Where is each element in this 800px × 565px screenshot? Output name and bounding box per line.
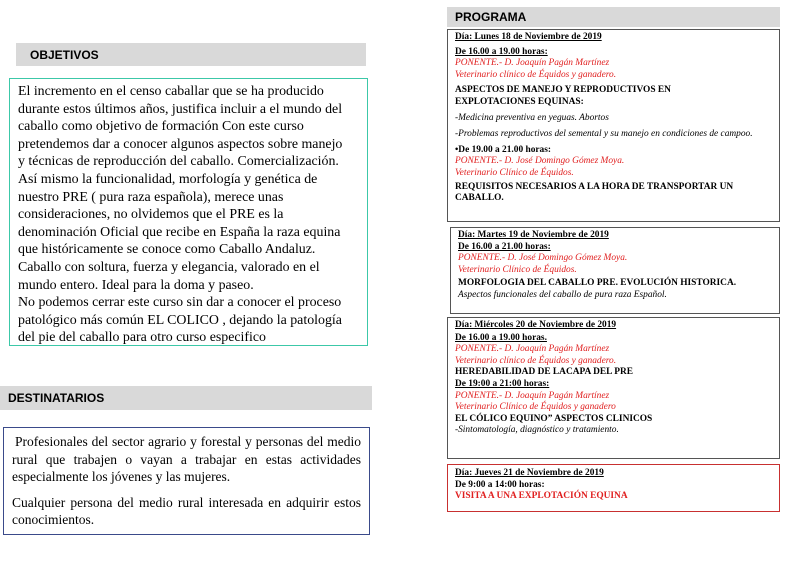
day-3-ponente-2: PONENTE.- D. Joaquín Pagán Martínez — [455, 390, 610, 401]
day-3-role-1: Veterinario clínico de Équidos y ganadero. — [455, 355, 617, 366]
day-1-topic-1b: EXPLOTACIONES EQUINAS: — [455, 96, 584, 107]
day-2-box — [450, 227, 780, 314]
day-1-topic-2: REQUISITOS NECESARIOS A LA HORA DE TRANSPORTAR UN CABALLO. — [455, 181, 734, 204]
objetivos-line: nuestro PRE ( pura raza española), merece unas — [18, 189, 284, 205]
objetivos-line: El incremento en el censo caballar que se ha producido — [18, 84, 324, 99]
objetivos-line: caballo como objetivo de formación Con este curso — [18, 119, 304, 135]
day-2-role-1: Veterinario Clínico de Équidos. — [458, 264, 577, 275]
day-2-ponente-1: PONENTE.- D. José Domingo Gómez Moya. — [458, 253, 628, 264]
day-3-box — [447, 317, 780, 459]
programa-header — [447, 7, 780, 27]
day-3-topic-1: HEREDABILIDAD DE LACAPA DEL PRE — [455, 367, 633, 378]
day-1-sub-2: -Problemas reproductivos del semental y su manejo en condiciones de campoo. — [455, 129, 753, 140]
day-3-topic-2: EL CÓLICO EQUINO” ASPECTOS CLINICOS — [455, 413, 653, 424]
objetivos-line: mundo entero. Ideal para la doma y paseo. — [18, 277, 254, 293]
day-1-time-2-text: De 19.00 a 21.00 horas: — [458, 144, 551, 155]
objetivos-line: Caballo con soltura, fuerza y elegancia, valorado en el — [18, 259, 320, 275]
objetivos-line: que históricamente se conoce como Caballo Andaluz. — [18, 242, 316, 258]
destinatarios-paragraph-2: Cualquier persona del medio rural interesada en adquirir estos conocimientos. — [12, 494, 361, 528]
day-2-topic-1: MORFOLOGIA DEL CABALLO PRE. EVOLUCIÓN HISTORICA. — [458, 278, 737, 289]
day-2-sub-1: Aspectos funcionales del caballo de pura raza Español. — [458, 289, 667, 300]
day-1-ponente-1: PONENTE.- D. Joaquín Pagán Martínez — [455, 58, 610, 69]
day-3-date: Día: Miércoles 20 de Noviembre de 2019 — [455, 320, 617, 330]
objetivos-line: No podemos cerrar este curso sin dar a conocer el proceso — [18, 295, 342, 311]
programa-title: PROGRAMA — [455, 10, 527, 24]
destinatarios-title: DESTINATARIOS — [8, 391, 105, 405]
day-1-sub-1: -Medicina preventiva en yeguas. Abortos — [455, 112, 609, 123]
day-4-date: Día: Jueves 21 de Noviembre de 2019 — [455, 468, 604, 478]
day-1-ponente-2: PONENTE.- D. José Domingo Gómez Moya. — [455, 156, 625, 167]
day-1-date: Día: Lunes 18 de Noviembre de 2019 — [455, 32, 602, 42]
objetivos-line: Así mismo la funcionalidad, morfología y genética de — [18, 171, 318, 187]
destinatarios-header — [0, 386, 372, 410]
day-1-time-1: De 16.00 a 19.00 horas: — [455, 46, 548, 57]
day-1-role-1: Veterinario clínico de Équidos y ganadero. — [455, 69, 617, 80]
day-3-ponente-1: PONENTE.- D. Joaquín Pagán Martínez — [455, 344, 610, 355]
objetivos-line: pretendemos dar a conocer algunos aspectos sobre manejo — [18, 136, 343, 152]
day-4-time-1: De 9:00 a 14:00 horas: — [455, 479, 545, 490]
objetivos-line: patológico más común EL COLICO , dejando la patología — [18, 312, 342, 328]
day-3-role-2: Veterinario Clínico de Équidos y ganadero — [455, 402, 616, 413]
objetivos-header — [16, 43, 366, 66]
day-3-sub-2: -Sintomatología, diagnóstico y tratamiento. — [455, 425, 619, 436]
day-3-time-2: De 19:00 a 21:00 horas: — [455, 378, 550, 389]
objetivos-line: y técnicas de reproducción del caballo. Comercialización. — [18, 154, 339, 170]
day-2-time-1: De 16.00 a 21.00 horas: — [458, 241, 551, 252]
day-1-box — [447, 29, 780, 222]
day-2-date: Día: Martes 19 de Noviembre de 2019 — [458, 230, 609, 240]
objetivos-line: denominación Oficial que recibe en España la raza equina — [18, 224, 341, 240]
objetivos-line: del pie del caballo para otro curso especifico — [18, 330, 266, 346]
day-4-visit: VISITA A UNA EXPLOTACIÓN EQUINA — [455, 491, 628, 502]
day-1-topic-1a: ASPECTOS DE MANEJO Y REPRODUCTIVOS EN — [455, 85, 671, 96]
objetivos-box — [9, 78, 368, 346]
destinatarios-box — [3, 427, 370, 535]
objetivos-line: durante estos últimos años, justifica incluir a el mundo del — [18, 101, 343, 117]
destinatarios-paragraph-1: Profesionales del sector agrario y forestal y personas del medio rural que trabajen o vayan a trabajar en estas actividades especialmente los jóvenes y las mujeres. — [12, 434, 361, 485]
day-1-role-2: Veterinario Clínico de Équidos. — [455, 167, 574, 178]
day-1-time-2: •De 19.00 a 21.00 horas: — [455, 144, 551, 155]
objetivos-title: OBJETIVOS — [30, 47, 99, 62]
day-4-box — [447, 464, 780, 512]
day-3-time-1: De 16.00 a 19.00 horas. — [455, 332, 547, 343]
objetivos-line: consideraciones, no olvidemos que el PRE es la — [18, 207, 284, 223]
